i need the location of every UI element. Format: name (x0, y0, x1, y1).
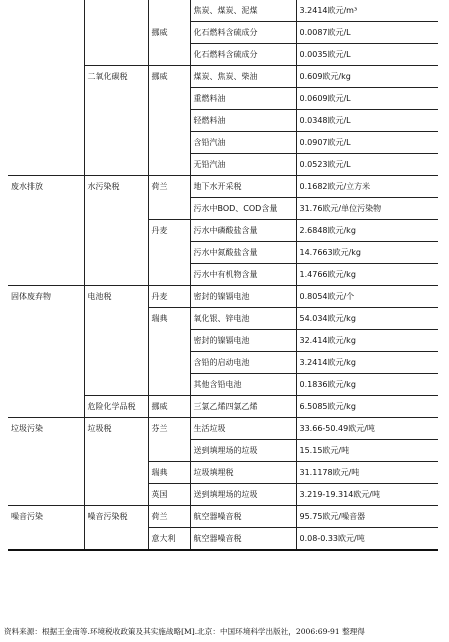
country-cell (148, 110, 190, 132)
tax-type-cell: 噪音污染税 (84, 506, 148, 528)
tax-object-cell: 重燃料油 (190, 88, 296, 110)
category-cell: 垃圾污染 (8, 418, 84, 440)
country-cell (148, 44, 190, 66)
tax-object-cell: 污水中氮酸盐含量 (190, 242, 296, 264)
country-cell (148, 374, 190, 396)
tax-object-cell: 化石燃料含硫成分 (190, 44, 296, 66)
tax-type-cell (84, 110, 148, 132)
table-row (8, 352, 438, 374)
country-cell (148, 352, 190, 374)
tax-object-cell: 含铅汽油 (190, 132, 296, 154)
table-row (8, 44, 438, 66)
tax-type-cell (84, 132, 148, 154)
tax-object-cell: 地下水开采税 (190, 176, 296, 198)
tax-type-cell (84, 154, 148, 176)
environmental-tax-table (8, 0, 438, 551)
tax-rate-cell: 15.15欧元/吨 (296, 440, 438, 462)
tax-type-cell (84, 220, 148, 242)
tax-type-cell (84, 198, 148, 220)
country-cell: 丹麦 (148, 220, 190, 242)
category-cell (8, 396, 84, 418)
tax-rate-cell: 0.0348欧元/L (296, 110, 438, 132)
category-cell: 废水排放 (8, 176, 84, 198)
category-cell (8, 484, 84, 506)
country-cell: 挪威 (148, 66, 190, 88)
table-row (8, 440, 438, 462)
tax-object-cell: 送到填埋场的垃圾 (190, 440, 296, 462)
tax-object-cell: 煤炭、焦炭、柴油 (190, 66, 296, 88)
tax-object-cell: 化石燃料含硫成分 (190, 22, 296, 44)
tax-rate-cell: 3.2414欧元/kg (296, 352, 438, 374)
tax-object-cell: 含铅的启动电池 (190, 352, 296, 374)
table-row (8, 66, 438, 88)
category-cell (8, 220, 84, 242)
category-cell (8, 308, 84, 330)
tax-object-cell: 密封的镍镉电池 (190, 286, 296, 308)
country-cell: 意大利 (148, 528, 190, 551)
tax-rate-cell: 0.8054欧元/个 (296, 286, 438, 308)
country-cell: 瑞典 (148, 462, 190, 484)
table-row (8, 22, 438, 44)
tax-object-cell: 生活垃圾 (190, 418, 296, 440)
country-cell (148, 198, 190, 220)
category-cell (8, 374, 84, 396)
category-cell (8, 22, 84, 44)
table-row (8, 220, 438, 242)
country-cell (148, 264, 190, 286)
tax-type-cell: 水污染税 (84, 176, 148, 198)
table-row (8, 88, 438, 110)
tax-type-cell (84, 44, 148, 66)
tax-rate-cell: 33.66-50.49欧元/吨 (296, 418, 438, 440)
table-row (8, 0, 438, 22)
tax-type-cell (84, 440, 148, 462)
tax-type-cell: 二氧化碳税 (84, 66, 148, 88)
source-note: 资料来源：根据王金南等.环境税收政策及其实施战略[M].北京：中国环境科学出版社，2006:69-91 整理得 (4, 627, 365, 636)
tax-rate-cell: 0.08-0.33欧元/吨 (296, 528, 438, 551)
table-row (8, 242, 438, 264)
table-row (8, 374, 438, 396)
tax-type-cell (84, 330, 148, 352)
tax-rate-cell: 0.609欧元/kg (296, 66, 438, 88)
tax-type-cell (84, 264, 148, 286)
tax-rate-cell: 31.76欧元/单位污染物 (296, 198, 438, 220)
tax-object-cell: 密封的镍镉电池 (190, 330, 296, 352)
category-cell (8, 242, 84, 264)
tax-rate-cell: 0.0523欧元/L (296, 154, 438, 176)
country-cell (148, 330, 190, 352)
tax-type-cell (84, 352, 148, 374)
tax-object-cell: 焦炭、煤炭、泥煤 (190, 0, 296, 22)
tax-rate-cell: 31.1178欧元/吨 (296, 462, 438, 484)
tax-type-cell (84, 0, 148, 22)
table-row (8, 396, 438, 418)
table-row (8, 462, 438, 484)
tax-type-cell (84, 22, 148, 44)
country-cell: 瑞典 (148, 308, 190, 330)
category-cell: 噪音污染 (8, 506, 84, 528)
tax-type-cell (84, 308, 148, 330)
tax-rate-cell: 32.414欧元/kg (296, 330, 438, 352)
table-row (8, 330, 438, 352)
category-cell (8, 88, 84, 110)
tax-type-cell (84, 374, 148, 396)
country-cell: 荷兰 (148, 506, 190, 528)
country-cell: 芬兰 (148, 418, 190, 440)
category-cell (8, 528, 84, 551)
tax-rate-cell: 0.0087欧元/L (296, 22, 438, 44)
country-cell (148, 154, 190, 176)
table-row (8, 132, 438, 154)
tax-rate-cell: 3.219-19.314欧元/吨 (296, 484, 438, 506)
tax-object-cell: 送到填埋场的垃圾 (190, 484, 296, 506)
category-cell (8, 440, 84, 462)
table-row (8, 528, 438, 551)
country-cell (148, 88, 190, 110)
table-row (8, 110, 438, 132)
tax-object-cell: 轻燃料油 (190, 110, 296, 132)
tax-type-cell (84, 88, 148, 110)
tax-object-cell: 航空器噪音税 (190, 506, 296, 528)
tax-object-cell: 三氯乙烯四氯乙烯 (190, 396, 296, 418)
country-cell: 英国 (148, 484, 190, 506)
tax-type-cell (84, 484, 148, 506)
tax-rate-cell: 0.1836欧元/kg (296, 374, 438, 396)
category-cell (8, 132, 84, 154)
country-cell: 挪威 (148, 22, 190, 44)
tax-rate-cell: 0.1682欧元/立方米 (296, 176, 438, 198)
tax-object-cell: 污水中BOD、COD含量 (190, 198, 296, 220)
tax-object-cell: 垃圾填埋税 (190, 462, 296, 484)
category-cell (8, 0, 84, 22)
tax-rate-cell: 6.5085欧元/kg (296, 396, 438, 418)
category-cell (8, 44, 84, 66)
category-cell (8, 154, 84, 176)
country-cell: 丹麦 (148, 286, 190, 308)
category-cell (8, 66, 84, 88)
country-cell (148, 132, 190, 154)
tax-rate-cell: 0.0609欧元/L (296, 88, 438, 110)
tax-rate-cell: 95.75欧元/噪音器 (296, 506, 438, 528)
tax-type-cell: 垃圾税 (84, 418, 148, 440)
table-row (8, 308, 438, 330)
tax-rate-cell: 14.7663欧元/kg (296, 242, 438, 264)
country-cell (148, 440, 190, 462)
category-cell (8, 352, 84, 374)
country-cell (148, 242, 190, 264)
tax-object-cell: 航空器噪音税 (190, 528, 296, 551)
table-row (8, 176, 438, 198)
category-cell (8, 198, 84, 220)
table-row (8, 286, 438, 308)
table-row (8, 198, 438, 220)
table-row (8, 484, 438, 506)
country-cell (148, 0, 190, 22)
tax-rate-cell: 54.034欧元/kg (296, 308, 438, 330)
tax-type-cell (84, 528, 148, 551)
tax-type-cell: 危险化学品税 (84, 396, 148, 418)
tax-rate-cell: 3.2414欧元/m³ (296, 0, 438, 22)
tax-type-cell: 电池税 (84, 286, 148, 308)
category-cell (8, 264, 84, 286)
tax-type-cell (84, 242, 148, 264)
tax-object-cell: 污水中有机物含量 (190, 264, 296, 286)
category-cell: 固体废弃物 (8, 286, 84, 308)
tax-rate-cell: 0.0907欧元/L (296, 132, 438, 154)
table-row (8, 418, 438, 440)
category-cell (8, 330, 84, 352)
tax-type-cell (84, 462, 148, 484)
country-cell: 挪威 (148, 396, 190, 418)
table-row (8, 264, 438, 286)
category-cell (8, 110, 84, 132)
tax-object-cell: 氧化银、锌电池 (190, 308, 296, 330)
category-cell (8, 462, 84, 484)
table-row (8, 154, 438, 176)
tax-object-cell: 污水中磷酸盐含量 (190, 220, 296, 242)
tax-rate-cell: 2.6848欧元/kg (296, 220, 438, 242)
table-row (8, 506, 438, 528)
tax-object-cell: 其他含铅电池 (190, 374, 296, 396)
country-cell: 荷兰 (148, 176, 190, 198)
tax-rate-cell: 0.0035欧元/L (296, 44, 438, 66)
tax-object-cell: 无铅汽油 (190, 154, 296, 176)
tax-rate-cell: 1.4766欧元/kg (296, 264, 438, 286)
